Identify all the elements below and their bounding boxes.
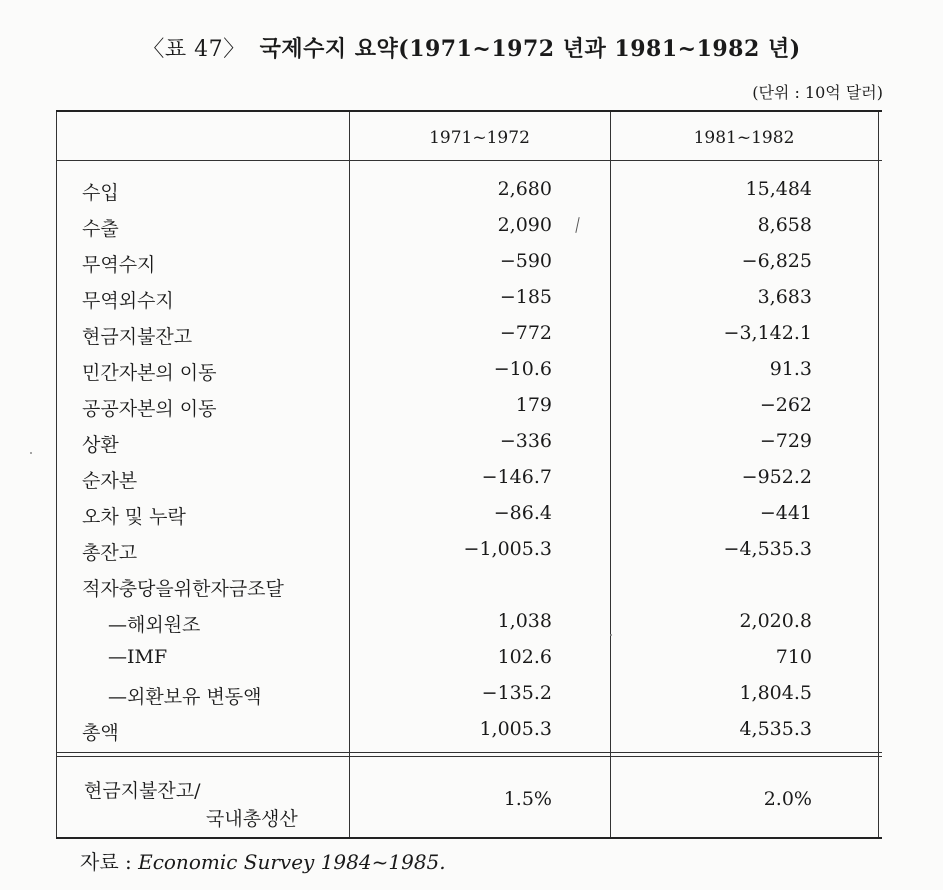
value-1971: 1,005.3 bbox=[479, 718, 552, 740]
value-1981: −3,142.1 bbox=[723, 322, 812, 344]
table-row bbox=[56, 322, 882, 358]
value-1971: 102.6 bbox=[497, 646, 552, 668]
unit-note: (단위 : 10억 달러) bbox=[752, 83, 883, 102]
value-1981: 8,658 bbox=[757, 214, 812, 236]
table-caption: 국제수지 요약(1971~1972 년과 1981~1982 년) bbox=[259, 36, 801, 62]
table-row bbox=[56, 178, 882, 214]
row-label: 수입 bbox=[82, 182, 119, 204]
footer-divider-b bbox=[56, 756, 882, 757]
value-1981: 15,484 bbox=[745, 178, 812, 200]
row-label: —IMF bbox=[108, 646, 168, 668]
table-row bbox=[56, 286, 882, 322]
ratio-value-1981: 2.0% bbox=[763, 788, 812, 810]
value-1981: −441 bbox=[759, 502, 812, 524]
balance-of-payments-table bbox=[56, 110, 882, 839]
table-row bbox=[56, 430, 882, 466]
value-1971: −772 bbox=[499, 322, 552, 344]
value-1981: 3,683 bbox=[757, 286, 812, 308]
scan-speck bbox=[30, 452, 32, 454]
column-header-1981: 1981~1982 bbox=[693, 128, 795, 148]
row-label: 민간자본의 이동 bbox=[82, 362, 217, 384]
table-row bbox=[56, 718, 882, 754]
value-1971: 2,090 bbox=[497, 214, 552, 236]
row-label: 총액 bbox=[82, 722, 119, 744]
table-row bbox=[56, 682, 882, 718]
value-1981: 1,804.5 bbox=[739, 682, 812, 704]
value-1981: −729 bbox=[759, 430, 812, 452]
value-1971: −336 bbox=[499, 430, 552, 452]
row-label: 공공자본의 이동 bbox=[82, 398, 217, 420]
table-row bbox=[56, 466, 882, 502]
value-1971: 179 bbox=[515, 394, 552, 416]
table-row bbox=[56, 646, 882, 682]
table-row bbox=[56, 502, 882, 538]
value-1981: 710 bbox=[775, 646, 812, 668]
row-label: —해외원조 bbox=[108, 614, 201, 636]
scan-speck bbox=[610, 634, 612, 636]
table-row bbox=[56, 574, 882, 610]
value-1981: −6,825 bbox=[741, 250, 812, 272]
row-label: 무역수지 bbox=[82, 254, 156, 276]
source-reference: Economic Survey 1984~1985. bbox=[138, 850, 446, 874]
value-1971: −135.2 bbox=[481, 682, 552, 704]
table-row bbox=[56, 214, 882, 250]
row-label: 총잔고 bbox=[82, 542, 138, 564]
ratio-label-line1: 현금지불잔고/ bbox=[84, 780, 201, 802]
table-row bbox=[56, 610, 882, 646]
value-1981: 4,535.3 bbox=[739, 718, 812, 740]
table-title bbox=[0, 32, 943, 63]
value-1981: 91.3 bbox=[769, 358, 812, 380]
value-1981: −262 bbox=[759, 394, 812, 416]
table-row bbox=[56, 394, 882, 430]
column-header-1971: 1971~1972 bbox=[429, 128, 530, 148]
ratio-value-1971: 1.5% bbox=[503, 788, 552, 810]
row-label: 오차 및 누락 bbox=[82, 506, 186, 528]
table-number: 〈표 47〉 bbox=[142, 37, 246, 62]
table-row bbox=[56, 358, 882, 394]
source-prefix: 자료 : bbox=[80, 850, 139, 874]
row-label: 무역외수지 bbox=[82, 290, 174, 312]
value-1971: −590 bbox=[499, 250, 552, 272]
ratio-label-line2: 국내총생산 bbox=[206, 808, 298, 830]
value-1981: −952.2 bbox=[741, 466, 812, 488]
value-1971: −146.7 bbox=[481, 466, 552, 488]
table-row bbox=[56, 250, 882, 286]
value-1971: 2,680 bbox=[497, 178, 552, 200]
value-1971: −185 bbox=[499, 286, 552, 308]
value-1971: −86.4 bbox=[493, 502, 552, 524]
table-row bbox=[56, 538, 882, 574]
row-label: 순자본 bbox=[82, 470, 138, 492]
value-1971: −10.6 bbox=[493, 358, 552, 380]
row-label: 상환 bbox=[82, 434, 119, 456]
source-note bbox=[80, 846, 446, 875]
value-1971: −1,005.3 bbox=[463, 538, 552, 560]
header-divider bbox=[56, 160, 882, 161]
row-label: 적자충당을위한자금조달 bbox=[82, 578, 284, 600]
value-1971: 1,038 bbox=[497, 610, 552, 632]
row-label: 수출 bbox=[82, 218, 119, 240]
row-label: 현금지불잔고 bbox=[82, 326, 193, 348]
value-1981: 2,020.8 bbox=[739, 610, 812, 632]
row-label: —외환보유 변동액 bbox=[108, 686, 262, 708]
value-1981: −4,535.3 bbox=[723, 538, 812, 560]
